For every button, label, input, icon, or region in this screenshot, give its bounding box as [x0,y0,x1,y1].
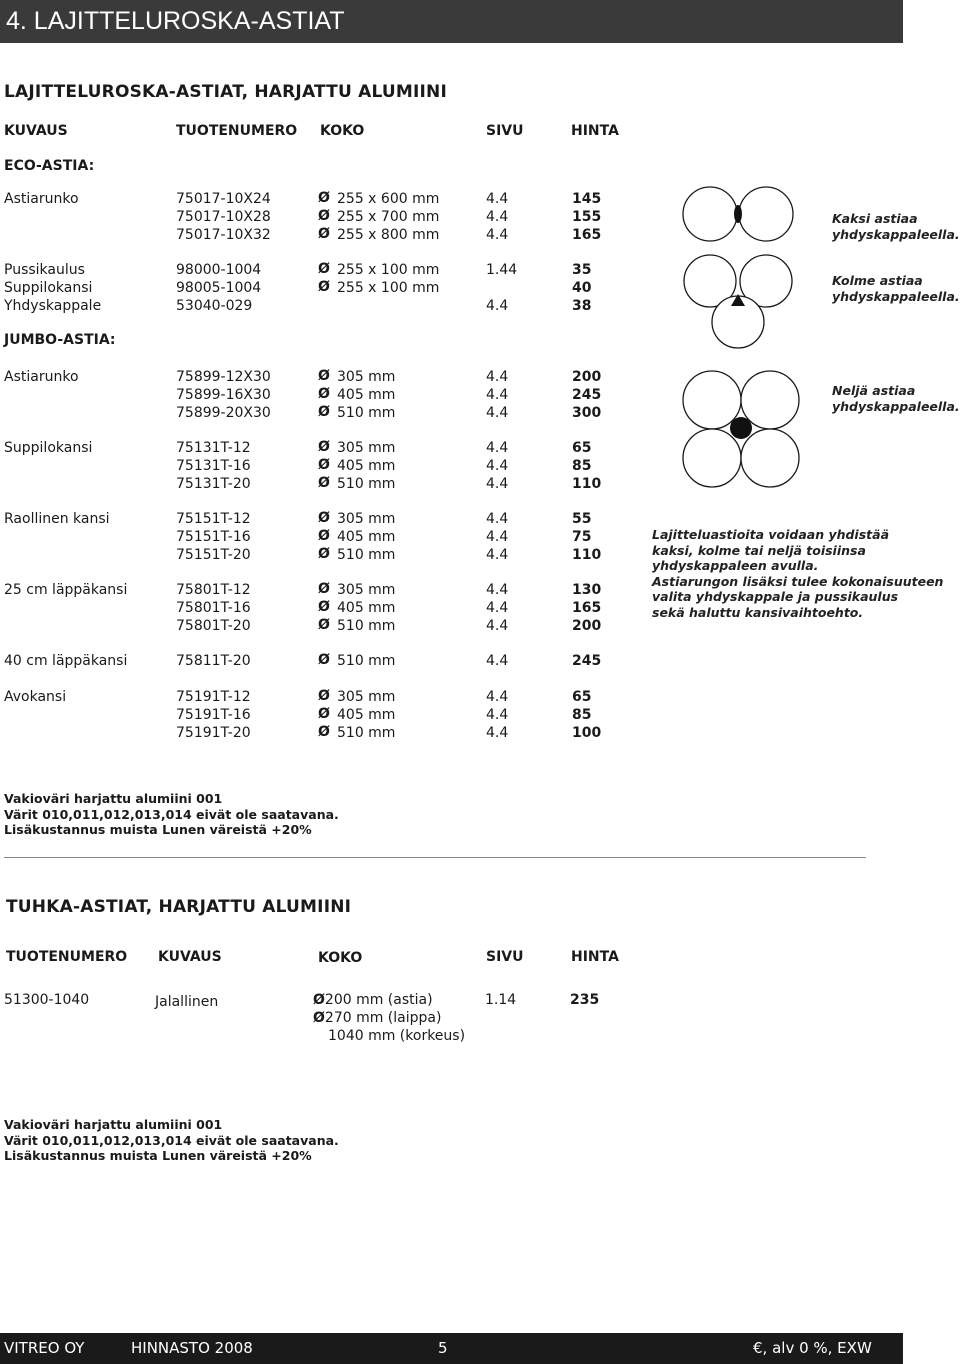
diameter-symbol: Ø [318,510,330,526]
product-size: 305 mm [337,689,396,705]
diagram-label-line: yhdyskappaleella. [832,288,960,304]
price: 300 [572,405,602,421]
product-size: 255 x 100 mm [337,262,440,278]
divider [4,857,866,858]
connector-piece [730,417,752,439]
price: 110 [572,547,602,563]
product-description: 25 cm läppäkansi [4,582,128,598]
product-code: 98005-1004 [176,280,262,296]
product-size [328,1027,465,1045]
product-code: 51300-1040 [4,992,90,1008]
jumbo-label: JUMBO-ASTIA: [4,332,116,348]
product-code: 75017-10X24 [176,191,271,207]
col-header-kuvaus: KUVAUS [4,123,68,139]
product-code: 75801T-12 [176,582,251,598]
size-value: 270 mm (laippa) [324,1010,442,1026]
product-code: 75899-20X30 [176,405,271,421]
color-notes [4,1117,339,1164]
diameter-symbol: Ø [318,226,330,242]
footer-currency: €, alv 0 %, EXW [753,1339,872,1357]
product-code: 75191T-20 [176,725,251,741]
product-code: 75151T-12 [176,511,251,527]
product-code: 75017-10X32 [176,227,271,243]
product-code: 75801T-20 [176,618,251,634]
diameter-symbol: Ø [318,368,330,384]
catalog-page: 4.4 [486,209,509,225]
catalog-page: 4.4 [486,689,509,705]
catalog-page: 4.4 [486,191,509,207]
diameter-symbol: Ø [318,457,330,473]
diameter-symbol: Ø [318,546,330,562]
note-line: yhdyskappaleen avulla. [652,558,819,573]
two-bins-diagram [682,186,794,242]
catalog-page: 1.44 [486,262,518,278]
product-size: 405 mm [337,707,396,723]
col-header-sivu: SIVU [486,949,524,965]
product-code: 75811T-20 [176,653,251,669]
catalog-page: 4.4 [486,440,509,456]
product-code: 75191T-12 [176,689,251,705]
price: 55 [572,511,592,527]
page-header: 4. LAJITTELUROSKA-ASTIAT [0,0,903,43]
price: 145 [572,191,602,207]
catalog-page: 4.4 [486,725,509,741]
product-description: Jalallinen [155,994,219,1010]
note-line: kaksi, kolme tai neljä toisiinsa [652,542,866,558]
product-description: Raollinen kansi [4,511,110,527]
bin-circle [683,371,741,429]
col-header-hinta: HINTA [571,949,619,965]
bin-circle [739,187,793,241]
diagram-label-line: Neljä astiaa [832,383,916,398]
diameter-symbol: Ø [318,724,330,740]
catalog-page: 4.4 [486,298,509,314]
product-code: 75899-12X30 [176,369,271,385]
diagram-label-four [832,383,960,414]
price: 110 [572,476,602,492]
product-description: Yhdyskappale [4,298,102,314]
product-description: Suppilokansi [4,440,93,456]
price: 65 [572,440,592,456]
price: 165 [572,600,602,616]
diameter-symbol: Ø [318,706,330,722]
product-size: 510 mm [337,725,396,741]
col-header-hinta: HINTA [571,123,619,139]
section-title: LAJITTELUROSKA-ASTIAT, HARJATTU ALUMIINI [4,82,447,102]
diameter-symbol: Ø [318,599,330,615]
note-line: Vakioväri harjattu alumiini 001 [4,791,223,806]
footer-catalog: HINNASTO 2008 [131,1339,253,1357]
product-code: 75151T-16 [176,529,251,545]
note-line: valita yhdyskappale ja pussikaulus [652,589,899,604]
price: 65 [572,689,592,705]
product-size: 255 x 700 mm [337,209,440,225]
product-size: 405 mm [337,387,396,403]
catalog-page: 4.4 [486,547,509,563]
product-code: 75131T-12 [176,440,251,456]
diameter-symbol: Ø [313,1010,325,1026]
catalog-page: 4.4 [486,653,509,669]
note-line: Vakioväri harjattu alumiini 001 [4,1117,223,1132]
size-value: 200 mm (astia) [324,992,433,1008]
price: 200 [572,618,602,634]
product-description: Astiarunko [4,191,79,207]
product-size: 510 mm [337,476,396,492]
catalog-page: 1.14 [485,992,517,1008]
col-header-kuvaus: KUVAUS [158,949,222,965]
bin-circle [683,429,741,487]
catalog-page: 4.4 [486,227,509,243]
product-size: 255 x 100 mm [337,280,440,296]
product-size: 305 mm [337,582,396,598]
connector-piece [734,205,742,223]
three-bins-diagram [682,254,794,350]
diameter-symbol: Ø [318,617,330,633]
price: 75 [572,529,592,545]
product-size: 305 mm [337,440,396,456]
product-size [313,1009,441,1027]
bin-circle [741,371,799,429]
color-notes [4,791,339,838]
diagram-label-two [832,211,960,242]
product-description: Suppilokansi [4,280,93,296]
diagram-label-three [832,273,960,304]
product-description: Avokansi [4,689,67,705]
diameter-symbol: Ø [318,439,330,455]
product-size: 255 x 800 mm [337,227,440,243]
note-line: Lisäkustannus muista Lunen väreistä +20% [4,1148,312,1163]
product-code: 98000-1004 [176,262,262,278]
product-size: 305 mm [337,369,396,385]
catalog-page: 4.4 [486,582,509,598]
product-description: Astiarunko [4,369,79,385]
note-line: Lajitteluastioita voidaan yhdistää [652,527,890,542]
price: 85 [572,458,592,474]
col-header-tuotenumero: TUOTENUMERO [6,949,128,965]
catalog-page: 4.4 [486,529,509,545]
diameter-symbol: Ø [318,528,330,544]
diameter-symbol: Ø [318,475,330,491]
price: 100 [572,725,602,741]
product-size: 405 mm [337,529,396,545]
four-bins-diagram [682,370,800,488]
catalog-page: 4.4 [486,405,509,421]
product-code: 53040-029 [176,298,253,314]
price: 40 [572,280,592,296]
diameter-symbol: Ø [318,279,330,295]
product-code: 75017-10X28 [176,209,271,225]
product-size: 510 mm [337,405,396,421]
eco-label: ECO-ASTIA: [4,158,95,174]
product-code: 75151T-20 [176,547,251,563]
diagram-label-line: yhdyskappaleella. [832,398,960,414]
diagram-label-line: yhdyskappaleella. [832,226,960,242]
diameter-symbol: Ø [318,652,330,668]
note-line: Astiarungon lisäksi tulee kokonaisuuteen [652,573,944,589]
diameter-symbol: Ø [318,261,330,277]
price: 245 [572,387,602,403]
product-size: 255 x 600 mm [337,191,440,207]
section-title: TUHKA-ASTIAT, HARJATTU ALUMIINI [6,897,352,917]
catalog-page: 4.4 [486,387,509,403]
price: 35 [572,262,592,278]
price: 85 [572,707,592,723]
product-code: 75131T-16 [176,458,251,474]
product-code: 75801T-16 [176,600,251,616]
product-code: 75899-16X30 [176,387,271,403]
product-size: 510 mm [337,618,396,634]
diagram-label-line: Kaksi astiaa [832,211,918,226]
price: 38 [572,298,592,314]
diagram-label-line: Kolme astiaa [832,273,923,288]
catalog-page: 4.4 [486,369,509,385]
col-header-koko: KOKO [320,123,365,139]
product-size: 305 mm [337,511,396,527]
price: 235 [570,992,600,1008]
bin-circle [741,429,799,487]
product-code: 75131T-20 [176,476,251,492]
col-header-koko: KOKO [318,950,363,966]
col-header-tuotenumero: TUOTENUMERO [176,123,298,139]
product-size [313,991,433,1009]
product-size: 510 mm [337,653,396,669]
diameter-symbol: Ø [318,581,330,597]
price: 155 [572,209,602,225]
catalog-page: 4.4 [486,707,509,723]
note-line: Värit 010,011,012,013,014 eivät ole saatavana. [4,1132,339,1148]
price: 130 [572,582,602,598]
product-description: 40 cm läppäkansi [4,653,128,669]
catalog-page: 4.4 [486,458,509,474]
diameter-symbol: Ø [313,992,325,1008]
catalog-page: 4.4 [486,618,509,634]
product-description: Pussikaulus [4,262,85,278]
price: 200 [572,369,602,385]
catalog-page: 4.4 [486,476,509,492]
note-line: Lisäkustannus muista Lunen väreistä +20% [4,822,312,837]
diameter-symbol: Ø [318,688,330,704]
product-code: 75191T-16 [176,707,251,723]
product-size: 510 mm [337,547,396,563]
size-value: 1040 mm (korkeus) [328,1028,466,1044]
catalog-page: 4.4 [486,511,509,527]
diameter-symbol: Ø [318,190,330,206]
catalog-page: 4.4 [486,600,509,616]
diameter-symbol: Ø [318,386,330,402]
diameter-symbol: Ø [318,404,330,420]
page-footer [0,1333,903,1364]
note-line: Värit 010,011,012,013,014 eivät ole saatavana. [4,806,339,822]
col-header-sivu: SIVU [486,123,524,139]
combination-note [652,527,943,620]
footer-page-number: 5 [438,1339,448,1357]
price: 245 [572,653,602,669]
note-line: sekä haluttu kansivaihtoehto. [652,604,864,620]
price: 165 [572,227,602,243]
product-size: 405 mm [337,600,396,616]
bin-circle [683,187,737,241]
product-size: 405 mm [337,458,396,474]
diameter-symbol: Ø [318,208,330,224]
footer-company: VITREO OY [4,1339,85,1357]
